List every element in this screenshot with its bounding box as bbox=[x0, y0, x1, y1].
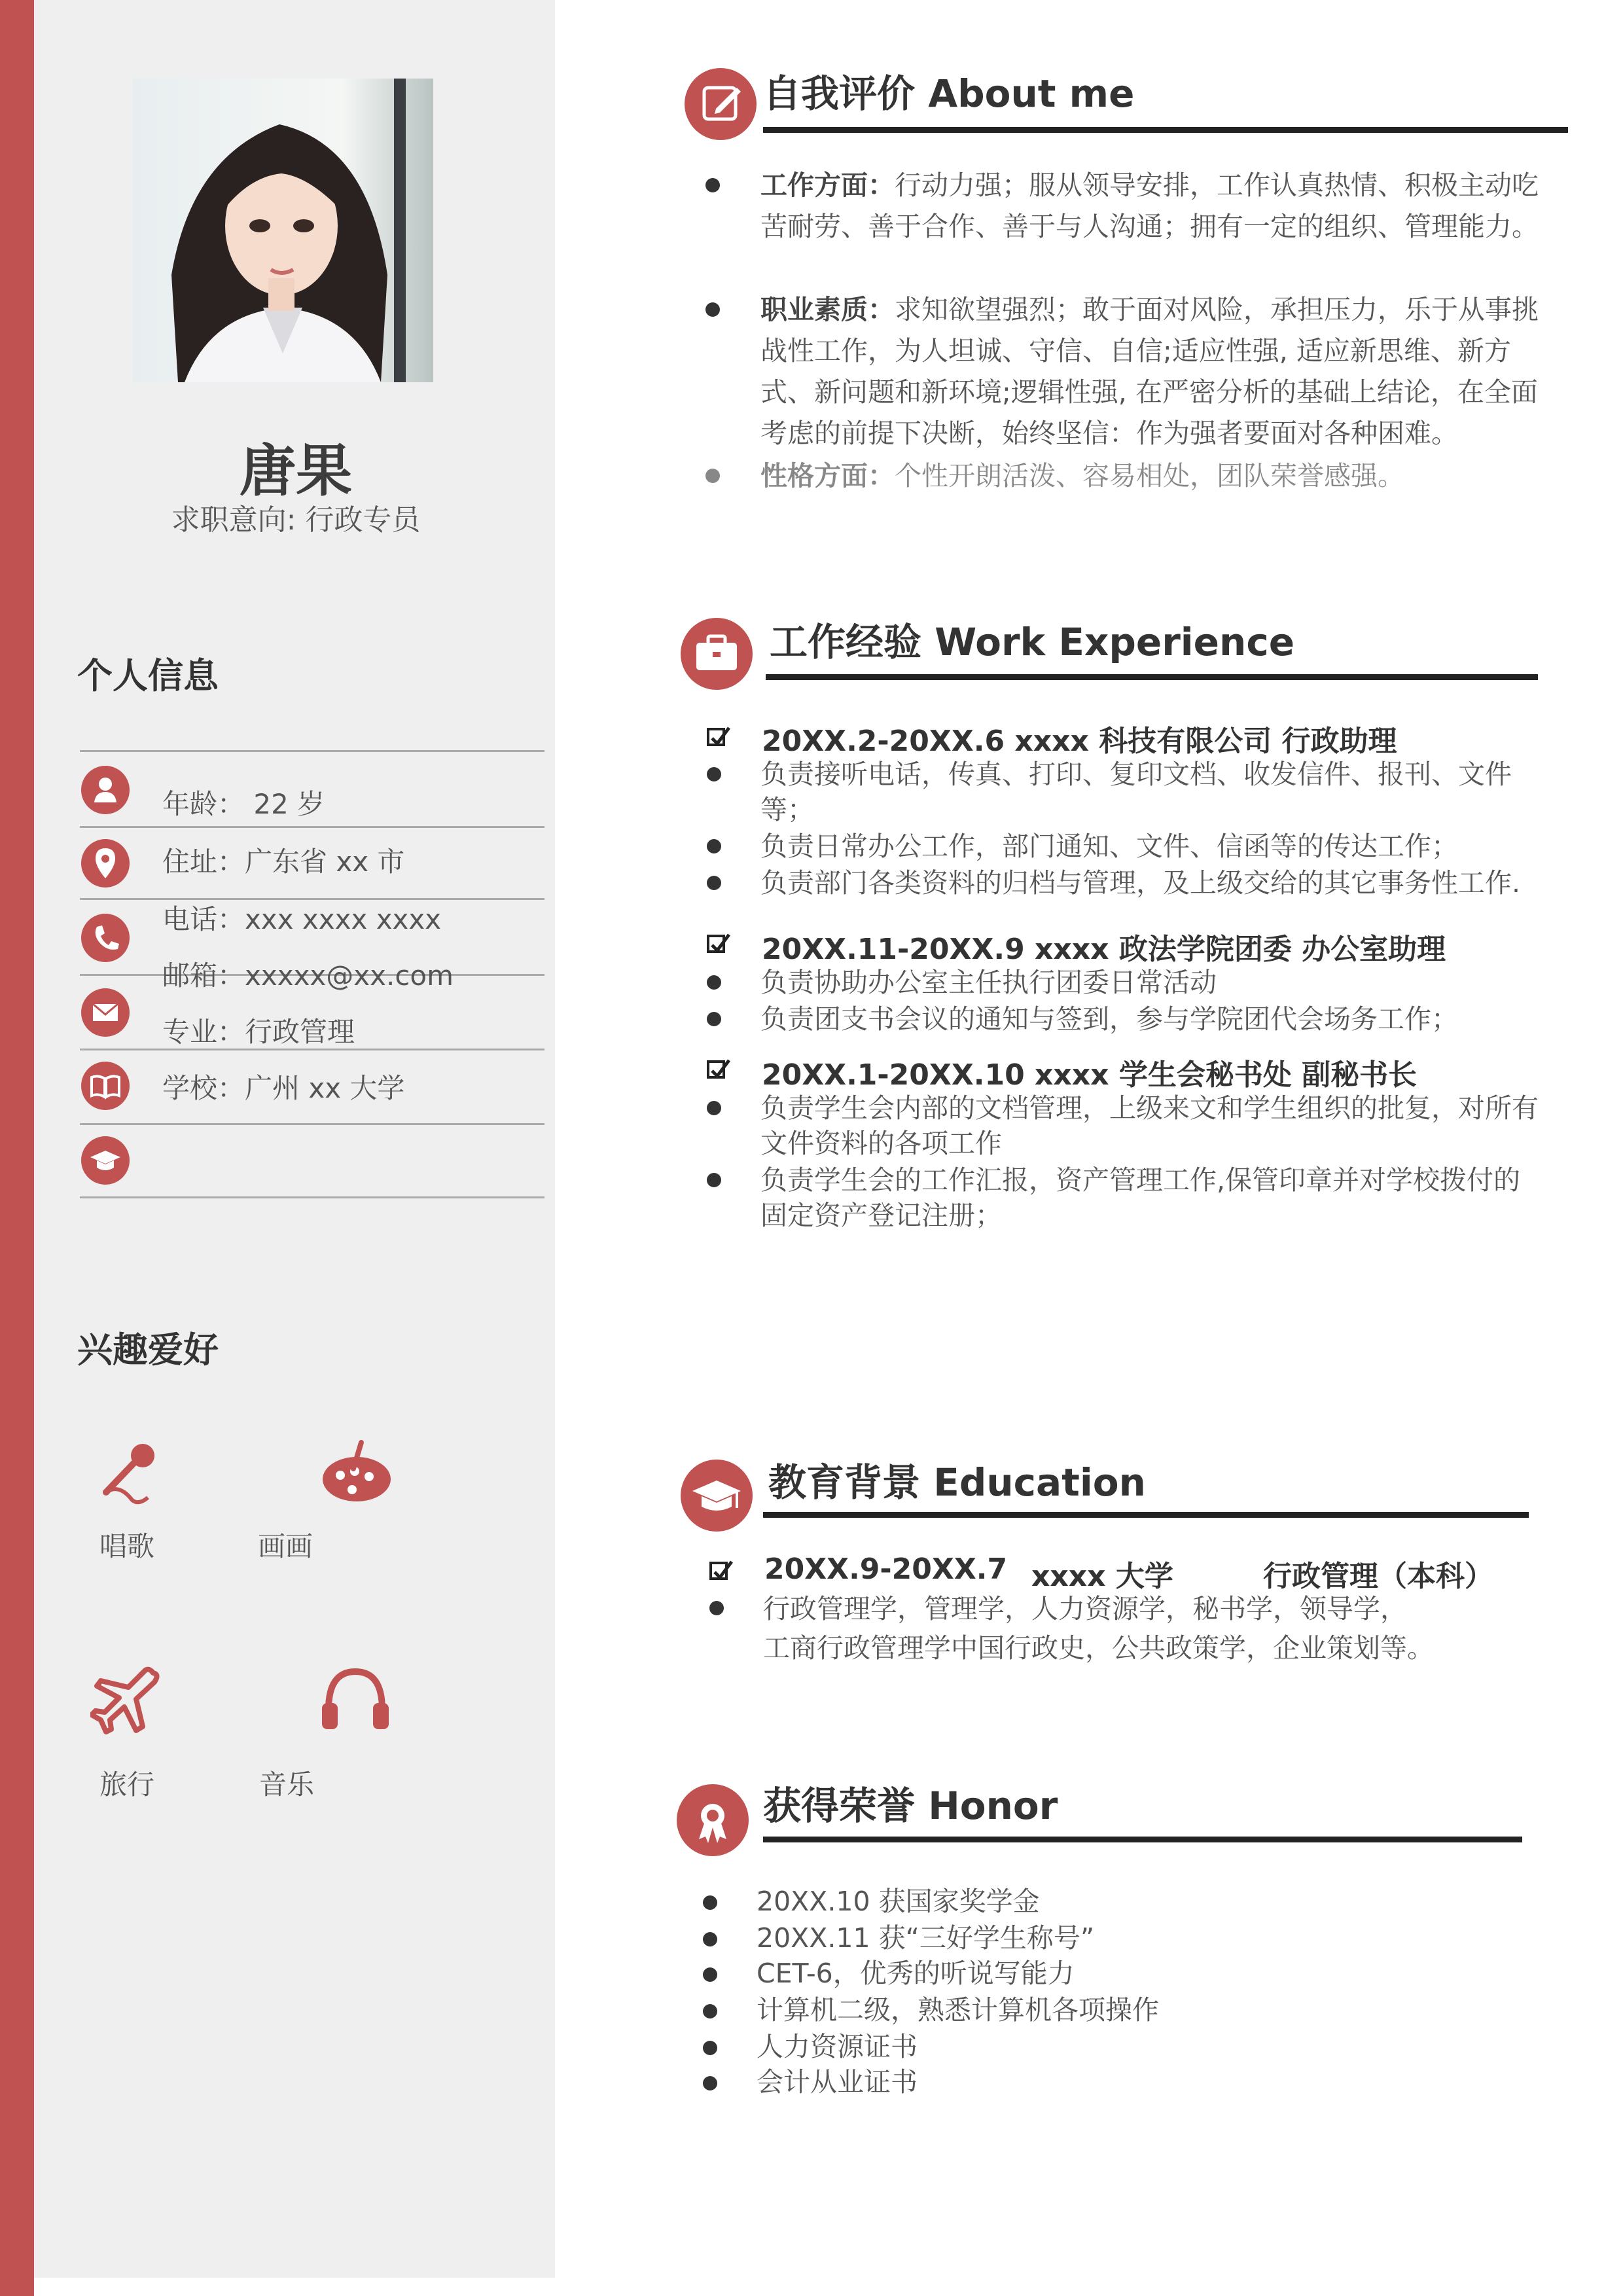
bullet bbox=[707, 1101, 721, 1115]
bullet bbox=[707, 1173, 721, 1187]
info-phone: 电话：xxx xxxx xxxx bbox=[162, 903, 442, 935]
honor-item: 人力资源证书 bbox=[757, 2031, 918, 2062]
hobby-label: 音乐 bbox=[259, 1768, 315, 1801]
hobby-label: 画画 bbox=[258, 1530, 313, 1562]
checkbox-icon bbox=[707, 935, 725, 953]
phone-icon bbox=[81, 914, 130, 962]
microphone-icon bbox=[93, 1437, 165, 1509]
profile-photo bbox=[132, 79, 433, 382]
education-title: 教育背景 Education bbox=[768, 1460, 1146, 1505]
section-rule bbox=[766, 674, 1538, 680]
edit-icon bbox=[685, 68, 757, 140]
airplane-icon bbox=[90, 1665, 162, 1737]
personal-info-heading: 个人信息 bbox=[77, 655, 219, 696]
user-icon bbox=[81, 766, 130, 814]
honor-item: CET-6，优秀的听说写能力 bbox=[757, 1958, 1075, 1989]
bullet bbox=[707, 767, 721, 781]
info-email: 邮箱：xxxxx@xx.com bbox=[162, 960, 454, 992]
info-major: 专业：行政管理 bbox=[162, 1016, 355, 1048]
bullet bbox=[707, 975, 721, 990]
headphones-icon bbox=[319, 1662, 391, 1734]
section-rule bbox=[763, 1512, 1529, 1518]
job-duty: 负责接听电话，传真、打印、复印文档、收发信件、报刊、文件等； bbox=[760, 759, 1512, 825]
bullet bbox=[703, 2076, 717, 2090]
edu-school: xxxx 大学 bbox=[1031, 1560, 1173, 1593]
job-duty: 负责学生会内部的文档管理，上级来文和学生组织的批复，对所有文件资料的各项工作 bbox=[760, 1092, 1539, 1159]
divider bbox=[80, 1123, 544, 1125]
edu-period: 20XX.9-20XX.7 bbox=[764, 1552, 1008, 1586]
bullet bbox=[705, 178, 720, 192]
edu-major: 行政管理（本科） bbox=[1263, 1560, 1493, 1593]
job-intent: 求职意向: 行政专员 bbox=[171, 503, 421, 537]
palette-icon bbox=[321, 1437, 393, 1509]
job-duty: 负责日常办公工作，部门通知、文件、信函等的传达工作； bbox=[760, 831, 1458, 862]
accent-bar bbox=[0, 0, 34, 2296]
job-duty: 负责团支书会议的通知与签到，参与学院团代会场务工作； bbox=[760, 1003, 1458, 1035]
about-title: 自我评价 About me bbox=[763, 71, 1135, 116]
bullet bbox=[709, 1601, 724, 1615]
honor-item: 20XX.10 获国家奖学金 bbox=[757, 1886, 1040, 1917]
job-header: 20XX.2-20XX.6 xxxx 科技有限公司 行政助理 bbox=[762, 725, 1397, 758]
honor-item: 会计从业证书 bbox=[757, 2066, 918, 2098]
candidate-name: 唐果 bbox=[240, 439, 352, 504]
divider bbox=[80, 1196, 544, 1198]
section-rule bbox=[763, 127, 1568, 133]
checkbox-icon bbox=[707, 728, 725, 746]
bullet bbox=[707, 876, 721, 890]
bullet bbox=[703, 1932, 717, 1946]
hobbies-heading: 兴趣爱好 bbox=[77, 1329, 219, 1371]
honor-item: 计算机二级，熟悉计算机各项操作 bbox=[757, 1994, 1159, 2026]
divider bbox=[80, 750, 544, 752]
graduation-cap-icon bbox=[681, 1460, 753, 1532]
bullet bbox=[707, 1012, 721, 1026]
job-header: 20XX.11-20XX.9 xxxx 政法学院团委 办公室助理 bbox=[762, 933, 1446, 966]
checkbox-icon bbox=[707, 1060, 725, 1079]
about-work: 工作方面：行动力强；服从领导安排，工作认真热情、积极主动吃苦耐劳、善于合作、善于与人沟通；拥有一定的组织、管理能力。 bbox=[760, 170, 1539, 242]
info-address: 住址：广东省 xx 市 bbox=[162, 846, 405, 878]
bullet bbox=[705, 469, 720, 483]
job-duty: 负责协助办公室主任执行团委日常活动 bbox=[760, 967, 1217, 998]
hobby-label: 唱歌 bbox=[99, 1530, 155, 1562]
bullet bbox=[703, 1967, 717, 1982]
work-title: 工作经验 Work Experience bbox=[770, 620, 1295, 664]
bullet bbox=[703, 2004, 717, 2018]
hobby-label: 旅行 bbox=[99, 1768, 155, 1801]
job-duty: 负责学生会的工作汇报，资产管理工作,保管印章并对学校拨付的固定资产登记注册； bbox=[760, 1164, 1521, 1231]
info-school: 学校：广州 xx 大学 bbox=[162, 1072, 405, 1104]
bullet bbox=[705, 302, 720, 317]
honor-title: 获得荣誉 Honor bbox=[763, 1784, 1058, 1828]
checkbox-icon bbox=[709, 1562, 728, 1580]
divider bbox=[80, 826, 544, 828]
briefcase-icon bbox=[681, 618, 753, 690]
info-age: 年龄： 22 岁 bbox=[162, 788, 325, 820]
bullet bbox=[707, 839, 721, 853]
location-pin-icon bbox=[81, 839, 130, 888]
section-rule bbox=[763, 1837, 1522, 1842]
edu-courses: 行政管理学，管理学，人力资源学，秘书学，领导学， 工商行政管理学中国行政史，公共政策学，企业策划等。 bbox=[763, 1593, 1434, 1664]
graduation-cap-icon bbox=[81, 1136, 130, 1185]
about-quality: 职业素质：求知欲望强烈；敢于面对风险，承担压力，乐于从事挑战性工作，为人坦诚、守信、自信;适应性强, 适应新思维、新方式、新问题和新环境;逻辑性强, 在严密分析的基础上结论，在全面考虑的前提下决断，始终坚信：作为强者要面对各种困难。 bbox=[760, 294, 1539, 449]
bullet bbox=[703, 2041, 717, 2055]
book-icon bbox=[81, 1062, 130, 1110]
bullet bbox=[703, 1895, 717, 1910]
job-duty: 负责部门各类资料的归档与管理，及上级交给的其它事务性工作. bbox=[760, 867, 1521, 899]
award-icon bbox=[677, 1784, 749, 1856]
mail-icon bbox=[81, 988, 130, 1037]
about-personality: 性格方面：个性开朗活泼、容易相处，团队荣誉感强。 bbox=[760, 460, 1404, 492]
job-header: 20XX.1-20XX.10 xxxx 学生会秘书处 副秘书长 bbox=[762, 1058, 1418, 1092]
honor-item: 20XX.11 获“三好学生称号” bbox=[757, 1922, 1095, 1954]
